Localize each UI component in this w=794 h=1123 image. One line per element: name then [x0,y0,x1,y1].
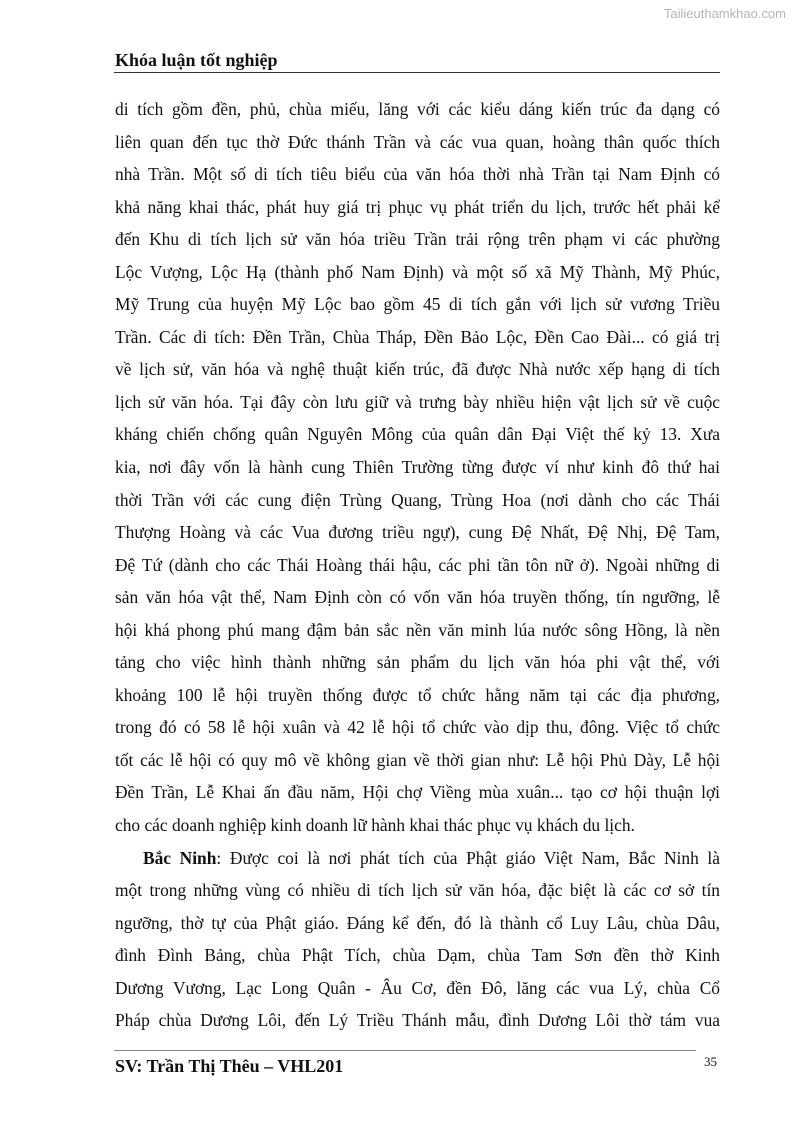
footer-divider [114,1050,696,1051]
text-line: Đền Trần, Lễ Khai ấn đầu năm, Hội chợ Viềng mùa xuân... tạo cơ hội thuận lợi [115,782,720,803]
header-divider [114,72,720,73]
text-line: ngưỡng, thờ tự của Phật giáo. Đáng kể đến, đó là thành cổ Luy Lâu, chùa Dâu, [115,912,720,933]
text-line: khoảng 100 lễ hội truyền thống được tổ chức hằng năm tại các địa phương, [115,684,720,705]
watermark-text: Tailieuthamkhao.com [663,6,786,21]
text-line: kháng chiến chống quân Nguyên Mông của quân dân Đại Việt thế kỷ 13. Xưa [115,424,720,445]
text-line: cho các doanh nghiệp kinh doanh lữ hành khai thác phục vụ khách du lịch. [115,815,635,836]
text-line: nhà Trần. Một số di tích tiêu biểu của văn hóa thời nhà Trần tại Nam Định có [115,164,720,185]
text-line: kia, nơi đây vốn là hành cung Thiên Trường từng được ví như kinh đô thứ hai [115,457,720,478]
text-line: Đệ Tứ (dành cho các Thái Hoàng thái hậu, các phi tần tôn nữ ở). Ngoài những di [115,554,720,575]
text-line: Lộc Vượng, Lộc Hạ (thành phố Nam Định) và một số xã Mỹ Thành, Mỹ Phúc, [115,261,720,282]
text-line: một trong những vùng có nhiều di tích lịch sử văn hóa, đặc biệt là các cơ sở tín [115,880,720,901]
text-line: đình Đình Bảng, chùa Phật Tích, chùa Dạm, chùa Tam Sơn đền thờ Kinh [115,945,720,966]
text-line: lịch sử văn hóa. Tại đây còn lưu giữ và trưng bày nhiều hiện vật lịch sử về cuộc [115,391,720,412]
text-line: di tích gồm đền, phủ, chùa miếu, lăng với các kiểu dáng kiến trúc đa dạng có [115,99,720,119]
bac-ninh-intro-text: : Được coi là nơi phát tích của Phật giáo Việt Nam, Bắc Ninh là [216,847,720,868]
page-header-title: Khóa luận tốt nghiệp [115,50,278,70]
page-number: 35 [704,1054,717,1069]
text-line: khả năng khai thác, phát huy giá trị phục vụ phát triển du lịch, trước hết phải kể [115,196,720,217]
document-body [115,93,720,1037]
text-line: tốt các lễ hội có quy mô về không gian về thời gian như: Lễ hội Phủ Dày, Lễ hội [115,749,720,770]
text-line: hội khá phong phú mang đậm bản sắc nền văn minh lúa nước sông Hồng, là nền [115,619,720,640]
bac-ninh-heading: Bắc Ninh [143,847,217,868]
footer-student-info: SV: Trần Thị Thêu – VHL201 [115,1056,344,1076]
text-line: đến Khu di tích lịch sử văn hóa triều Trần trải rộng trên phạm vi các phường [115,229,720,250]
text-line: về lịch sử, văn hóa và nghệ thuật kiến trúc, đã được Nhà nước xếp hạng di tích [115,359,720,380]
text-line: trong đó có 58 lễ hội xuân và 42 lễ hội tổ chức vào dịp thu, đông. Việc tổ chức [115,717,720,738]
text-line: Mỹ Trung của huyện Mỹ Lộc bao gồm 45 di tích gắn với lịch sử vương Triều [115,294,720,315]
text-line: Thượng Hoàng và các Vua đương triều ngự), cung Đệ Nhất, Đệ Nhị, Đệ Tam, [115,522,720,543]
text-line: Dương Vương, Lạc Long Quân - Âu Cơ, đền Đô, lăng các vua Lý, chùa Cổ [115,977,720,998]
text-line: tảng cho việc hình thành những sản phẩm du lịch văn hóa phi vật thể, với [115,652,720,673]
text-line: Trần. Các di tích: Đền Trần, Chùa Tháp, Đền Bảo Lộc, Đền Cao Đài... có giá trị [115,326,720,347]
text-line: Pháp chùa Dương Lôi, đến Lý Triều Thánh mẫu, đình Dương Lôi thờ tám vua [115,1010,720,1031]
text-line: sản văn hóa vật thể, Nam Định còn có vốn văn hóa truyền thống, tín ngưỡng, lễ [115,587,720,608]
bac-ninh-paragraph-first-line [115,842,720,875]
text-line: thời Trần với các cung điện Trùng Quang, Trùng Hoa (nơi dành cho các Thái [115,489,720,510]
text-line: liên quan đến tục thờ Đức thánh Trần và các vua quan, hoàng thân quốc thích [115,131,720,152]
